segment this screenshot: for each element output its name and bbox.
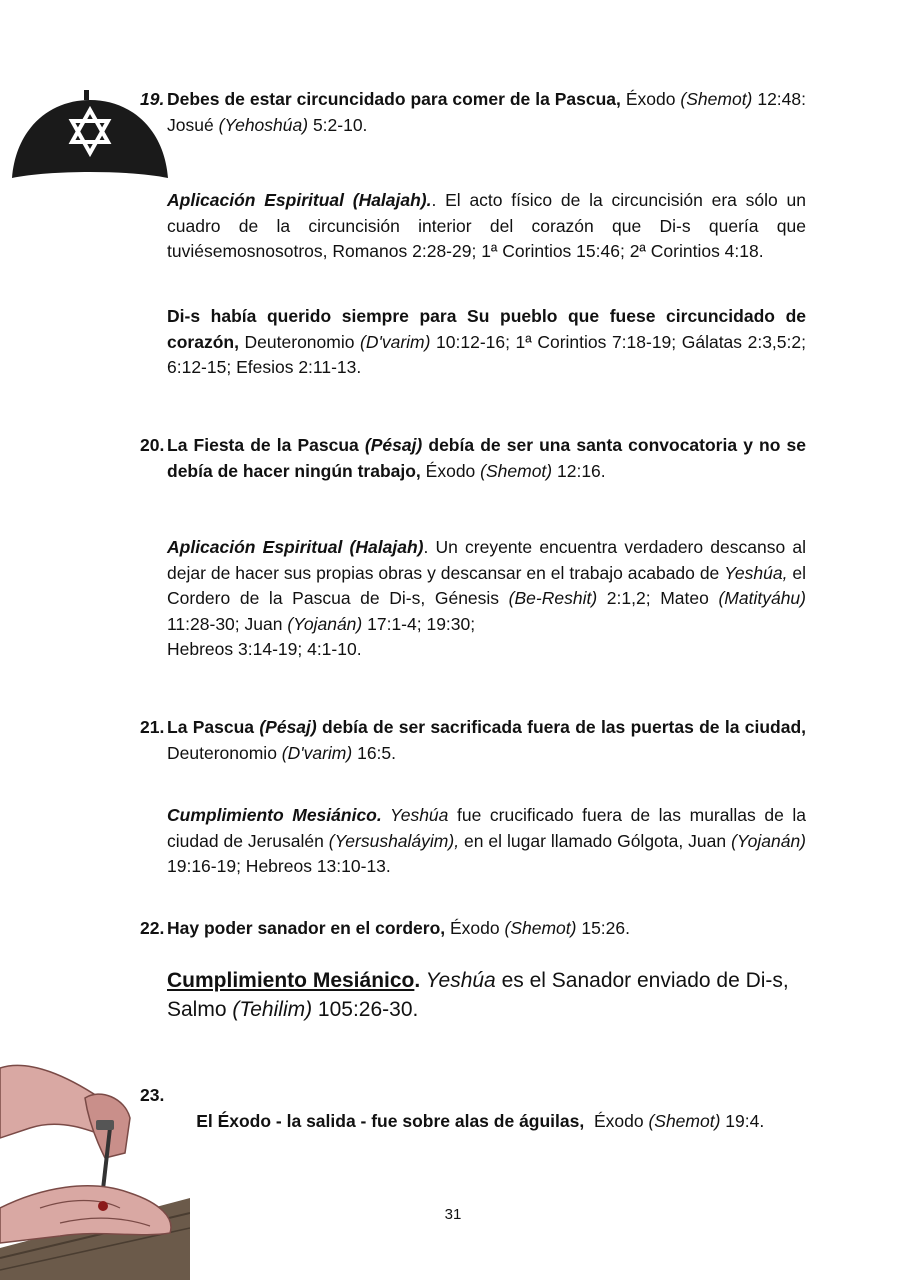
item-heading: Hay poder sanador en el cordero, bbox=[167, 918, 446, 938]
ref-italic: (Shemot) bbox=[504, 918, 577, 938]
item-heading: debía de ser una santa convocatoria y no se debía de hacer ningún trabajo, bbox=[167, 435, 806, 481]
item-number: 22. bbox=[140, 918, 165, 938]
note-text: 10:12-16; 1ª Corintios 7:18-19; Gálatas 2:3,5:2; 6:12-15; Efesios 2:11-13. bbox=[167, 331, 806, 377]
messianic-fulfillment-22 bbox=[167, 966, 806, 1024]
item-heading: La Fiesta de la Pascua bbox=[167, 435, 365, 455]
application-label: Aplicación Espiritual (Halajah). bbox=[167, 190, 432, 210]
application-text: . El acto físico de la circuncisión era sólo un cuadro de la circuncisión interior del corazón que Di-s quería que tuviésemosnosotros, Romanos 2:28-29; 1ª Corintios 15:46; 2ª Corintios 4:18. bbox=[167, 190, 806, 261]
fulfillment-italic: (Yojanán) bbox=[731, 830, 807, 851]
ref-italic: (Yehoshúa) bbox=[218, 114, 309, 135]
fulfillment-dot: . bbox=[414, 969, 421, 992]
ref-italic: (Shemot) bbox=[648, 1110, 721, 1131]
ref-text: Éxodo bbox=[420, 460, 481, 481]
ref-text: Éxodo bbox=[445, 918, 505, 938]
page-number: 31 bbox=[444, 1206, 462, 1223]
fulfillment-label: Cumplimiento Mesiánico. bbox=[167, 805, 382, 825]
ref-text: 12:48: Josué bbox=[167, 89, 806, 135]
fulfillment-italic: (Tehilim) bbox=[232, 998, 313, 1021]
ref-text: 19:4. bbox=[720, 1110, 765, 1131]
fulfillment-text: es el Sanador enviado de Di-s, Salmo bbox=[167, 969, 789, 1021]
application-text: . Un creyente encuentra verdadero descanso al dejar de hacer sus propias obras y descansar en el trabajo acabado de bbox=[167, 537, 806, 583]
item-heading: El Éxodo - la salida - fue sobre alas de águilas, bbox=[196, 1110, 585, 1131]
application-text: 17:1-4; 19:30; bbox=[362, 613, 476, 634]
note-italic: (D'varim) bbox=[360, 331, 431, 352]
item-heading: La Pascua bbox=[167, 717, 260, 737]
list-item-22 bbox=[140, 916, 806, 942]
fulfillment-italic: Yeshúa bbox=[381, 805, 449, 825]
item-number: 19. bbox=[140, 89, 165, 109]
hands-nail-illustration bbox=[0, 1058, 190, 1280]
item-number: 20. bbox=[140, 435, 165, 455]
ref-text: 16:5. bbox=[352, 742, 397, 763]
item-heading: Debes de estar circuncidado para comer de la Pascua, bbox=[167, 89, 621, 109]
note-bold: Di-s había querido siempre para Su pueblo que fuese circuncidado de corazón, bbox=[167, 306, 806, 352]
note-text: Deuteronomio bbox=[238, 331, 361, 352]
ref-text: Deuteronomio bbox=[167, 742, 282, 763]
ref-italic: (D'varim) bbox=[281, 742, 353, 763]
fulfillment-text: en el lugar llamado Gólgota, Juan bbox=[459, 830, 732, 851]
item-heading-italic: (Pésaj) bbox=[259, 717, 317, 737]
list-item-20 bbox=[140, 433, 806, 484]
ref-italic: (Shemot) bbox=[480, 460, 553, 481]
messianic-fulfillment-21 bbox=[167, 803, 806, 880]
spiritual-application-19 bbox=[167, 188, 806, 265]
application-label: Aplicación Espiritual (Halajah) bbox=[167, 537, 424, 557]
application-italic: (Yojanán) bbox=[287, 613, 363, 634]
note-heart-circumcision bbox=[167, 304, 806, 381]
application-text: 11:28-30; Juan bbox=[167, 613, 288, 634]
ref-text: Éxodo bbox=[584, 1110, 649, 1131]
list-item-21 bbox=[140, 715, 806, 766]
list-item-23 bbox=[140, 1083, 806, 1160]
item-number: 23. bbox=[140, 1085, 165, 1105]
ref-text: Éxodo bbox=[620, 89, 681, 109]
fulfillment-text: 19:16-19; Hebreos 13:10-13. bbox=[167, 856, 391, 876]
application-text-last-line: Hebreos 3:14-19; 4:1-10. bbox=[167, 639, 362, 659]
item-heading-italic: (Pésaj) bbox=[364, 435, 423, 455]
application-italic: Yeshúa, bbox=[724, 562, 788, 583]
application-text: 2:1,2; Mateo bbox=[597, 588, 719, 608]
list-item-19 bbox=[140, 87, 806, 138]
item-heading: debía de ser sacrificada fuera de las puertas de la ciudad, bbox=[316, 717, 806, 737]
fulfillment-text: fue crucificado fuera de las murallas de la ciudad de Jerusalén bbox=[167, 805, 807, 851]
fulfillment-text: 105:26-30. bbox=[312, 998, 419, 1021]
ref-text: 5:2-10. bbox=[308, 114, 368, 135]
fulfillment-label: Cumplimiento Mesiánico bbox=[167, 969, 415, 992]
item-number: 21. bbox=[140, 717, 165, 737]
application-text: el Cordero de la Pascua de Di-s, Génesis bbox=[167, 562, 806, 608]
spiritual-application-20 bbox=[167, 535, 806, 663]
application-italic: (Be-Reshit) bbox=[508, 588, 598, 608]
application-italic: (Matityáhu) bbox=[718, 588, 806, 608]
fulfillment-italic: (Yersushaláyim), bbox=[328, 830, 460, 851]
ref-text: 12:16. bbox=[552, 460, 606, 481]
ref-text: 15:26. bbox=[576, 918, 630, 938]
fulfillment-italic: Yeshúa bbox=[420, 969, 496, 992]
ref-italic: (Shemot) bbox=[680, 89, 753, 109]
